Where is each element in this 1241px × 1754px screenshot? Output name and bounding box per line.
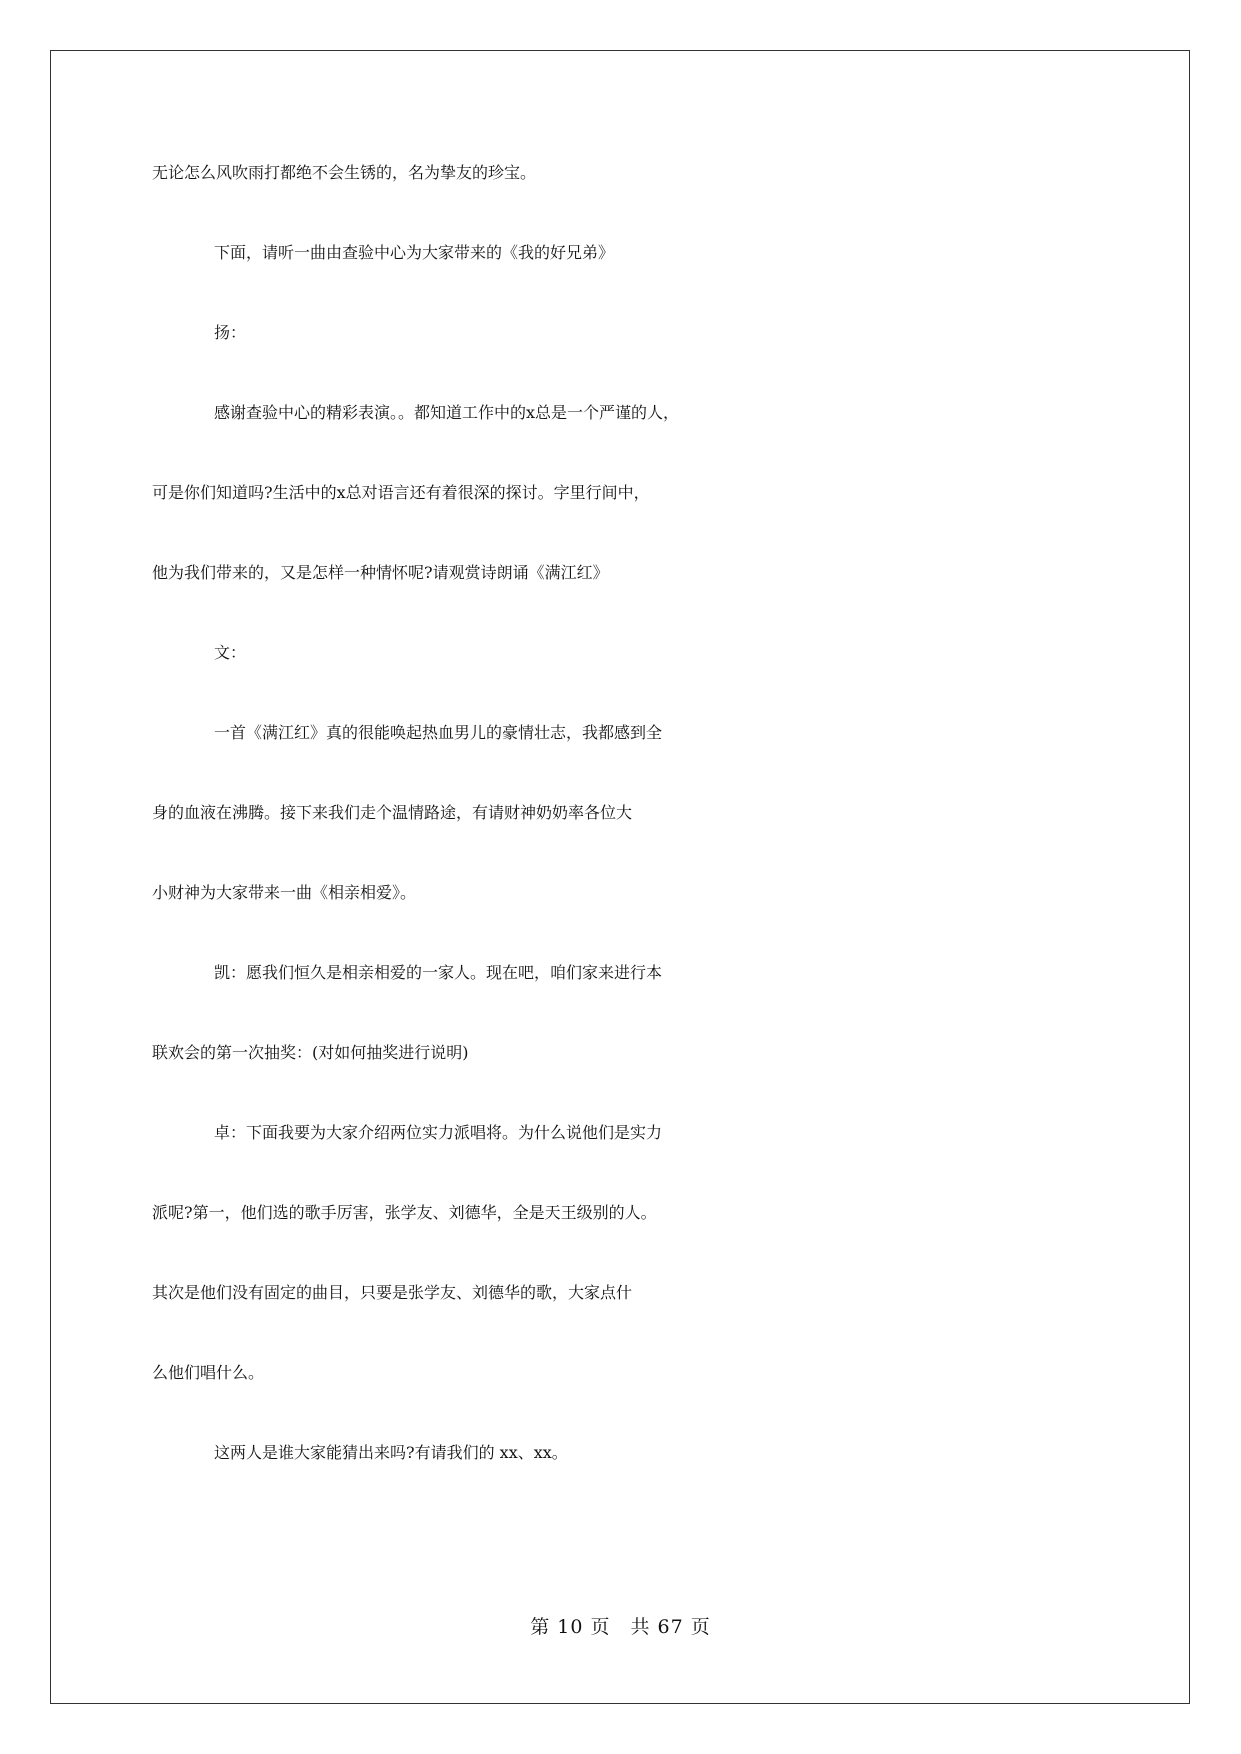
text-line: 凯：愿我们恒久是相亲相爱的一家人。现在吧，咱们家来进行本 xyxy=(214,963,663,982)
page-number-footer: 第 10 页 共 67 页 xyxy=(530,1616,711,1638)
text-line: 么他们唱什么。 xyxy=(152,1363,265,1382)
text-line: 可是你们知道吗?生活中的x总对语言还有着很深的探讨。字里行间中， xyxy=(152,483,650,502)
text-line: 联欢会的第一次抽奖：(对如何抽奖进行说明) xyxy=(152,1043,469,1062)
document-body xyxy=(152,160,1092,1520)
text-line: 下面，请听一曲由查验中心为大家带来的《我的好兄弟》 xyxy=(214,243,615,262)
text-line: 小财神为大家带来一曲《相亲相爱》。 xyxy=(152,883,417,902)
text-line: 无论怎么风吹雨打都绝不会生锈的，名为挚友的珍宝。 xyxy=(152,163,537,182)
text-line: 扬： xyxy=(214,323,247,342)
text-line: 派呢?第一，他们选的歌手厉害，张学友、刘德华，全是天王级别的人。 xyxy=(152,1203,657,1222)
text-line: 这两人是谁大家能猜出来吗?有请我们的 xx、xx。 xyxy=(214,1443,568,1462)
text-line: 卓：下面我要为大家介绍两位实力派唱将。为什么说他们是实力 xyxy=(214,1123,663,1142)
text-line: 一首《满江红》真的很能唤起热血男儿的豪情壮志，我都感到全 xyxy=(214,723,663,742)
text-line: 文： xyxy=(214,643,247,662)
text-line: 身的血液在沸腾。接下来我们走个温情路途，有请财神奶奶率各位大 xyxy=(152,803,633,822)
text-line: 他为我们带来的，又是怎样一种情怀呢?请观赏诗朗诵《满江红》 xyxy=(152,563,609,582)
text-line: 其次是他们没有固定的曲目，只要是张学友、刘德华的歌，大家点什 xyxy=(152,1283,633,1302)
text-line: 感谢查验中心的精彩表演。。都知道工作中的x总是一个严谨的人， xyxy=(214,403,680,422)
